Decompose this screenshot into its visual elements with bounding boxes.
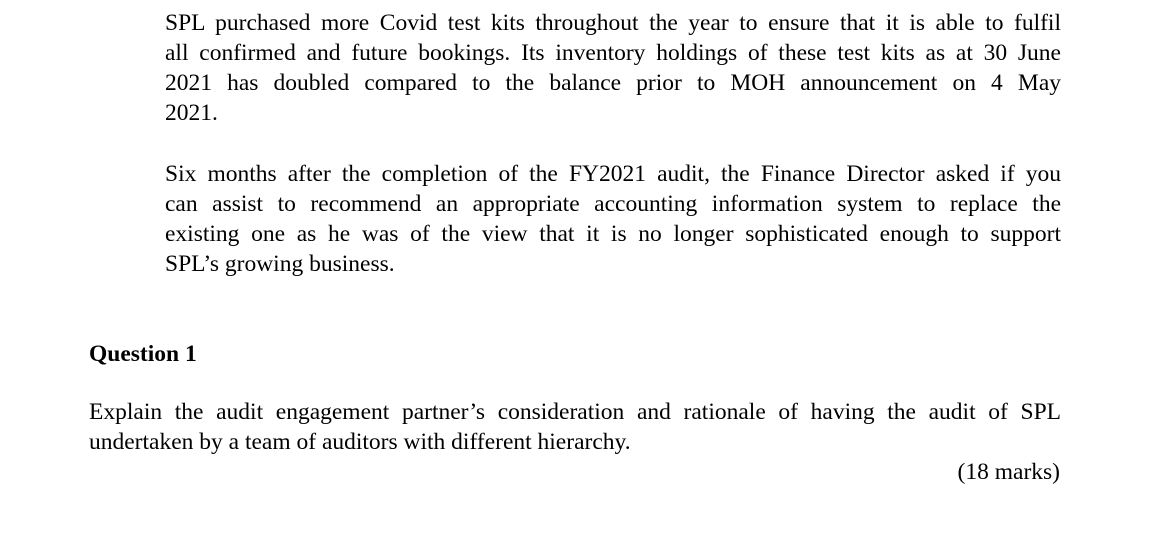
paragraph-line: all confirmed and future bookings. Its inventory holdings of these test kits as at 30 June (165, 40, 1061, 66)
question-marks: (18 marks) (957, 459, 1060, 485)
paragraph-line: can assist to recommend an appropriate accounting information system to replace the (165, 191, 1061, 217)
paragraph-accounting-system (165, 159, 1061, 279)
question-title: Question 1 (89, 341, 197, 367)
question-line: undertaken by a team of auditors with different hierarchy. (89, 429, 631, 455)
question-line: Explain the audit engagement partner’s consideration and rationale of having the audit of SPL (89, 399, 1061, 425)
paragraph-line: Six months after the completion of the FY2021 audit, the Finance Director asked if you (165, 161, 1061, 187)
paragraph-line: existing one as he was of the view that it is no longer sophisticated enough to support (165, 221, 1061, 247)
paragraph-line: 2021. (165, 100, 218, 126)
paragraph-line: SPL’s growing business. (165, 251, 395, 277)
paragraph-line: SPL purchased more Covid test kits throughout the year to ensure that it is able to fulfil (165, 10, 1061, 36)
paragraph-inventory (165, 8, 1061, 128)
question-text (89, 397, 1061, 457)
paragraph-line: 2021 has doubled compared to the balance prior to MOH announcement on 4 May (165, 70, 1061, 96)
